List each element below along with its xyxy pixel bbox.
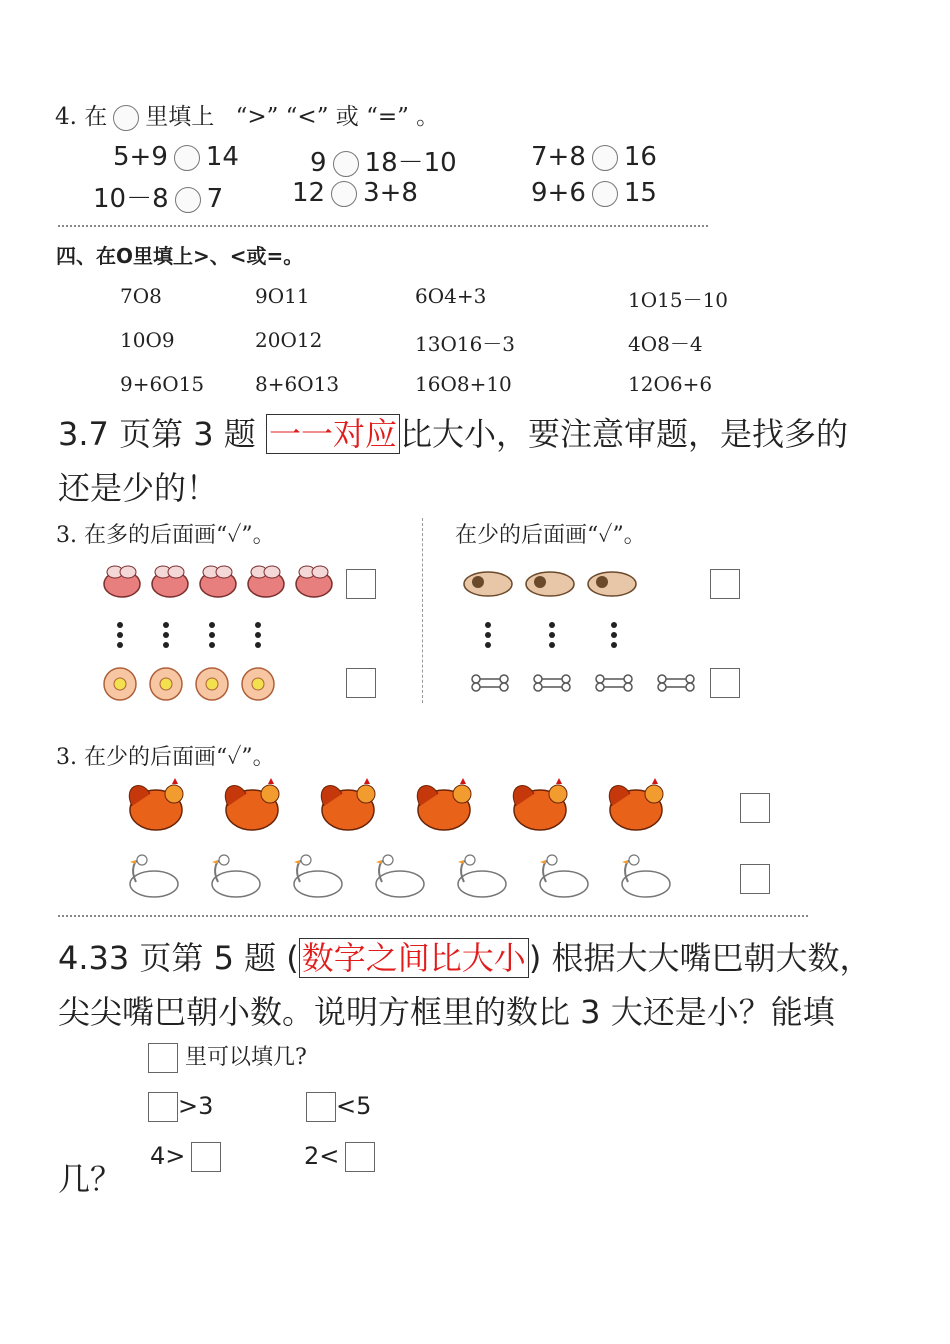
rooster-icon	[129, 778, 183, 830]
compare-cell[interactable]: 13O16－3	[415, 332, 516, 356]
goose-icon	[376, 855, 424, 897]
goose-icon	[622, 855, 670, 897]
exercise-c-title	[148, 1040, 307, 1073]
compare-cell[interactable]: 8+6O13	[255, 372, 340, 396]
note-1	[58, 407, 908, 515]
answer-box[interactable]	[740, 864, 770, 894]
compare-cell[interactable]: 12O6+6	[628, 372, 713, 396]
fill-item[interactable]	[304, 1142, 375, 1172]
flowers-row	[100, 664, 290, 704]
circle-placeholder-icon	[113, 105, 139, 131]
correspondence-dots	[478, 620, 628, 650]
bone-icon	[596, 675, 632, 691]
note-1-line-2: 还是少的！	[58, 469, 219, 507]
goose-icon	[540, 855, 588, 897]
note-2-prefix: 4.33 页第 5 题 (	[58, 939, 299, 977]
dogs-row	[460, 566, 650, 602]
flower-icon	[104, 668, 136, 700]
rooster-icon	[609, 778, 663, 830]
grid-row	[120, 284, 760, 328]
fill-item-text: >3	[178, 1092, 214, 1120]
note-2	[58, 931, 908, 1039]
divider	[422, 518, 423, 703]
compare-cell[interactable]: 9+6O15	[120, 372, 205, 396]
geese-row	[124, 852, 684, 902]
compare-item[interactable]: 7+8 16	[531, 142, 657, 172]
compare-cell[interactable]: 1O15－10	[628, 288, 729, 312]
exercise-2-title: 四、在O里填上>、<或=。	[56, 244, 304, 268]
flower-icon	[242, 668, 274, 700]
compare-item[interactable]: 5+9 14	[113, 142, 239, 172]
note-2-line-3: 几？	[58, 1160, 123, 1198]
compare-cell[interactable]: 20O12	[255, 328, 323, 352]
goose-icon	[458, 855, 506, 897]
instruction-symbols: “>” “<” 或 “=” 。	[235, 104, 440, 130]
fill-item-text: 4>	[150, 1142, 186, 1170]
note-1-prefix: 3.7 页第 3 题	[58, 415, 256, 453]
rooster-icon	[321, 778, 375, 830]
bone-icon	[658, 675, 694, 691]
note-2-line-2: 尖尖嘴巴朝小数。说明方框里的数比 3 大还是小？能填	[58, 993, 835, 1031]
instruction-part-a: 在	[84, 104, 108, 130]
exercise-compare-1	[55, 92, 705, 220]
compare-item[interactable]: 10－8 7	[93, 184, 224, 214]
note-1-highlight: 一一对应	[266, 414, 400, 454]
fill-item-text: 2<	[304, 1142, 340, 1170]
bone-icon	[472, 675, 508, 691]
answer-box-icon	[148, 1043, 178, 1073]
compare-item[interactable]: 9 18－10	[310, 148, 457, 178]
compare-cell[interactable]: 6O4+3	[415, 284, 487, 308]
dog-icon	[464, 572, 512, 596]
compare-cell[interactable]: 16O8+10	[415, 372, 512, 396]
compare-cell[interactable]: 9O11	[255, 284, 310, 308]
answer-box[interactable]	[346, 668, 376, 698]
note-2-line-1	[58, 931, 908, 985]
roosters-row	[122, 776, 682, 836]
exercise-b-title: 3. 在少的后面画“✓”。	[56, 745, 275, 770]
dog-icon	[526, 572, 574, 596]
bee-icon	[248, 566, 284, 597]
divider	[58, 915, 808, 917]
rooster-icon	[225, 778, 279, 830]
compare-cell[interactable]: 7O8	[120, 284, 162, 308]
grid-row	[120, 328, 760, 372]
fill-item-text: <5	[336, 1092, 372, 1120]
bone-icon	[534, 675, 570, 691]
correspondence-dots	[110, 620, 270, 650]
bones-row	[470, 670, 700, 696]
exercise-a-left-title: 3. 在多的后面画“✓”。	[56, 523, 275, 548]
bee-icon	[296, 566, 332, 597]
exercise-a-right-title: 在少的后面画“✓”。	[455, 523, 646, 548]
bee-icon	[104, 566, 140, 597]
exercise-1-instruction	[55, 98, 439, 131]
divider	[58, 225, 708, 227]
goose-icon	[212, 855, 260, 897]
goose-icon	[130, 855, 178, 897]
note-2-suffix: ) 根据大大嘴巴朝大数，	[528, 939, 872, 977]
exercise-c-title-text: 里可以填几?	[185, 1045, 307, 1070]
compare-item[interactable]: 12 3+8	[292, 178, 418, 208]
rooster-icon	[513, 778, 567, 830]
rooster-icon	[417, 778, 471, 830]
instruction-part-b: 里填上	[145, 104, 215, 130]
dog-icon	[588, 572, 636, 596]
note-2-highlight: 数字之间比大小	[299, 938, 529, 978]
fill-item[interactable]	[148, 1092, 213, 1122]
bee-icon	[152, 566, 188, 597]
answer-box[interactable]	[346, 569, 376, 599]
bees-row	[100, 562, 340, 606]
answer-box[interactable]	[710, 668, 740, 698]
compare-cell[interactable]: 4O8－4	[628, 332, 703, 356]
exercise-2-grid	[120, 284, 760, 416]
fill-item[interactable]	[150, 1142, 221, 1172]
note-1-suffix: 比大小，要注意审题，是找多的	[399, 415, 848, 453]
goose-icon	[294, 855, 342, 897]
note-1-line-1	[58, 407, 908, 461]
bee-icon	[200, 566, 236, 597]
compare-item[interactable]: 9+6 15	[531, 178, 657, 208]
compare-cell[interactable]: 10O9	[120, 328, 175, 352]
fill-item[interactable]	[306, 1092, 371, 1122]
answer-box[interactable]	[740, 793, 770, 823]
answer-box[interactable]	[710, 569, 740, 599]
flower-icon	[196, 668, 228, 700]
exercise-number: 4.	[55, 104, 77, 130]
flower-icon	[150, 668, 182, 700]
